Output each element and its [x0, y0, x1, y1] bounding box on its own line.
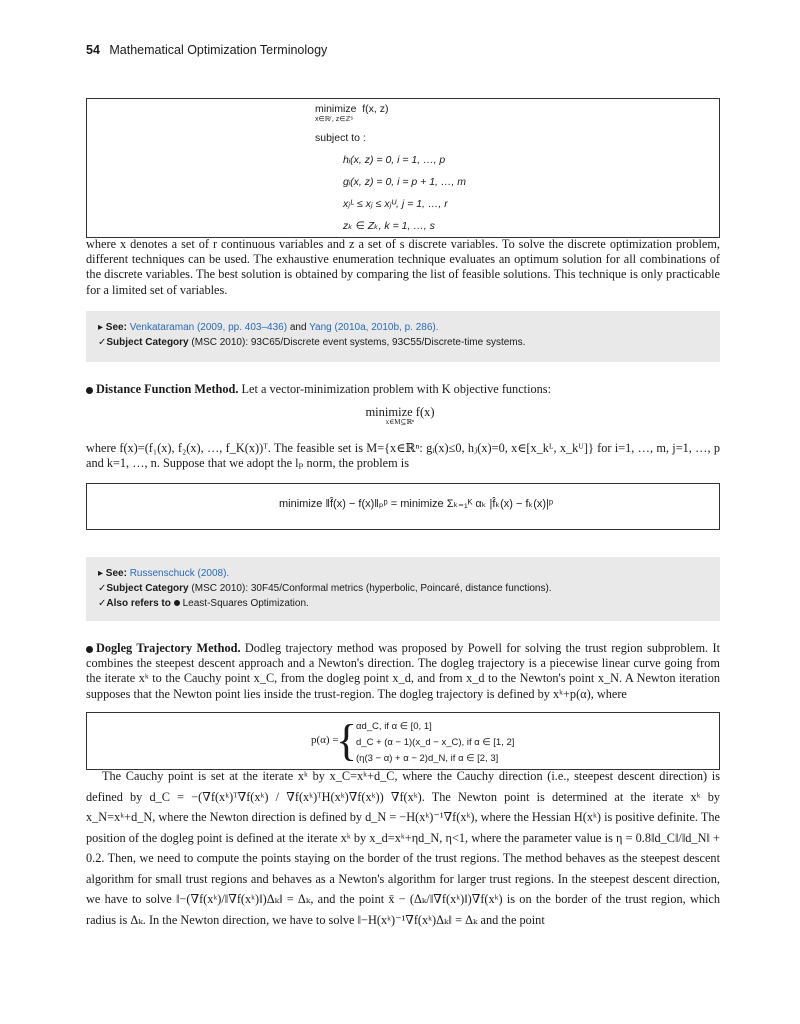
subject-to-label: subject to :: [315, 132, 366, 144]
subject-category-text: (MSC 2010): 93C65/Discrete event systems, 93C55/Discrete-time systems.: [191, 337, 526, 348]
paragraph-discrete: where x denotes a set of r continuous variables and z a set of s discrete variables. To solve the discrete optimization problem, different techniques can be used. The exhaustive enumeration technique evaluates an optimum solution for all combinations of the discrete variables. The best solution is obtained by comparing the list of feasible solutions. This technique is only practicable for a limited set of variables.: [86, 237, 720, 297]
lp-norm-equation: minimize ‖f̂(x) − f(x)‖ₚᵖ = minimize Σₖ₌₁ᴷ αₖ |f̂ₖ(x) − fₖ(x)|ᵖ: [279, 498, 554, 510]
brace-icon: {: [336, 716, 358, 765]
dfm-intro: Let a vector-minimization problem with K objective functions:: [241, 382, 551, 396]
constraint-4: zₖ ∈ Zₖ, k = 1, …, s: [343, 220, 435, 232]
dogleg-lhs: p(α) =: [311, 734, 339, 746]
constraint-1: hᵢ(x, z) = 0, i = 1, …, p: [343, 154, 446, 166]
dogleg-cases: [356, 719, 514, 767]
constraint-3: xⱼᴸ ≤ xⱼ ≤ xⱼᵁ, j = 1, …, r: [343, 198, 448, 210]
bullet-icon: [86, 387, 93, 394]
dogleg-paragraph: [86, 641, 720, 702]
subject-category-label-2: ✓Subject Category: [98, 583, 189, 594]
dogleg-title: Dogleg Trajectory Method.: [96, 641, 241, 655]
page-header: [86, 43, 327, 57]
subject-category-label: ✓Subject Category: [98, 337, 189, 348]
ref-russenschuck[interactable]: Russenschuck (2008).: [129, 568, 230, 579]
see-label-2: ▸ See:: [98, 568, 127, 579]
see-label: ▸ See:: [98, 322, 127, 333]
case-3: (η(3 − α) + α − 2)d_N, if α ∈ [2, 3]: [356, 753, 499, 764]
dfm-eq-sub: x∈M⊆ℝⁿ: [385, 418, 415, 426]
case-1: αd_C, if α ∈ [0, 1]: [356, 721, 432, 732]
also-refers-label: ✓Also refers to: [98, 598, 171, 609]
subject-category-text-2: (MSC 2010): 30F45/Conformal metrics (hyperbolic, Poincaré, distance functions).: [191, 583, 552, 594]
bullet-icon: [86, 646, 93, 653]
paragraph-feasible-set: where f(x)=(f₁(x), f₂(x), …, f_K(x))ᵀ. The feasible set is M={x∈ℝⁿ: gᵢ(x)≤0, hⱼ(x)=0, x∈[x_kᴸ, x_kᵁ]} for i=1, …, m, j=1, …, p and k=1, …, n. Suppose that we adopt the lₚ norm, the problem is: [86, 441, 720, 471]
bullet-icon: [174, 600, 180, 606]
dfm-title: Distance Function Method.: [96, 382, 239, 396]
ref-yang[interactable]: Yang (2010a, 2010b, p. 286).: [309, 322, 439, 333]
see-box-2: [86, 557, 720, 621]
distance-function-heading: [86, 382, 551, 397]
also-refers-text[interactable]: Least-Squares Optimization.: [182, 598, 309, 609]
case-2: d_C + (α − 1)(x_d − x_C), if α ∈ [1, 2]: [356, 737, 515, 748]
dfm-eq-main: minimize f(x): [365, 405, 435, 419]
ref-venkataraman[interactable]: Venkataraman (2009, pp. 403–436): [129, 322, 288, 333]
page-number: 54: [86, 43, 100, 57]
domain: x∈ℝʳ, z∈ℤˢ: [315, 116, 353, 123]
equation-box-mixed-integer: [86, 98, 720, 238]
objective: f(x, z): [362, 103, 389, 115]
equation-box-lp-norm: [86, 483, 720, 530]
equation-box-dogleg: [86, 712, 720, 770]
minimize-label: minimize: [315, 103, 357, 115]
see-box-1: [86, 311, 720, 362]
dfm-equation: [340, 405, 460, 426]
dogleg-text: Dodleg trajectory method was proposed by Powell for solving the trust region subproblem. It combines the steepest descent approach and a Newton's direction. The dogleg trajectory is a piecewise linear curve going from the iterate xᵏ to the Cauchy point x_C, from the dogleg point x_d, and from x_d to the Newton's point x_N. A Newton iteration supposes that the Newton point lies inside the trust-region. The dogleg trajectory is defined by xᵏ+p(α), where: [86, 641, 720, 701]
running-title: Mathematical Optimization Terminology: [109, 43, 328, 57]
and-text: and: [289, 322, 307, 333]
constraint-2: gᵢ(x, z) = 0, i = p + 1, …, m: [343, 176, 466, 188]
cauchy-paragraph: The Cauchy point is set at the iterate xᵏ by x_C=xᵏ+d_C, where the Cauchy direction (i.e., steepest descent direction) is defined by d_C = −(∇f(xᵏ)ᵀ∇f(xᵏ) / ∇f(xᵏ)ᵀH(xᵏ)∇f(xᵏ)) ∇f(xᵏ). The Newton point is determined at the iterate xᵏ by x_N=xᵏ+d_N, where the Newton direction is defined by d_N = −H(xᵏ)⁻¹∇f(xᵏ), where the Hessian H(xᵏ) is positive definite. The position of the dogleg point is defined at the iterate xᵏ by x_d=xᵏ+ηd_N, η<1, where the parameter value is η = 0.8‖d_C‖/‖d_N‖ + 0.2. Then, we need to compute the points staying on the border of the trust regions. The method behaves as the steepest descent algorithm for small trust regions and behaves as a Newton's algorithm for larger trust regions. In the steepest descent direction, we have to solve ‖−(∇f(xᵏ)/‖∇f(xᵏ)‖)Δₖ‖ = Δₖ, and the point x̄ − (Δₖ/‖∇f(xᵏ)‖)∇f(xᵏ) is on the border of the trust region, which radius is Δₖ. In the Newton direction, we have to solve ‖−H(xᵏ)⁻¹∇f(xᵏ)Δₖ‖ = Δₖ and the point: [86, 769, 720, 927]
problem-formulation: [315, 103, 466, 233]
